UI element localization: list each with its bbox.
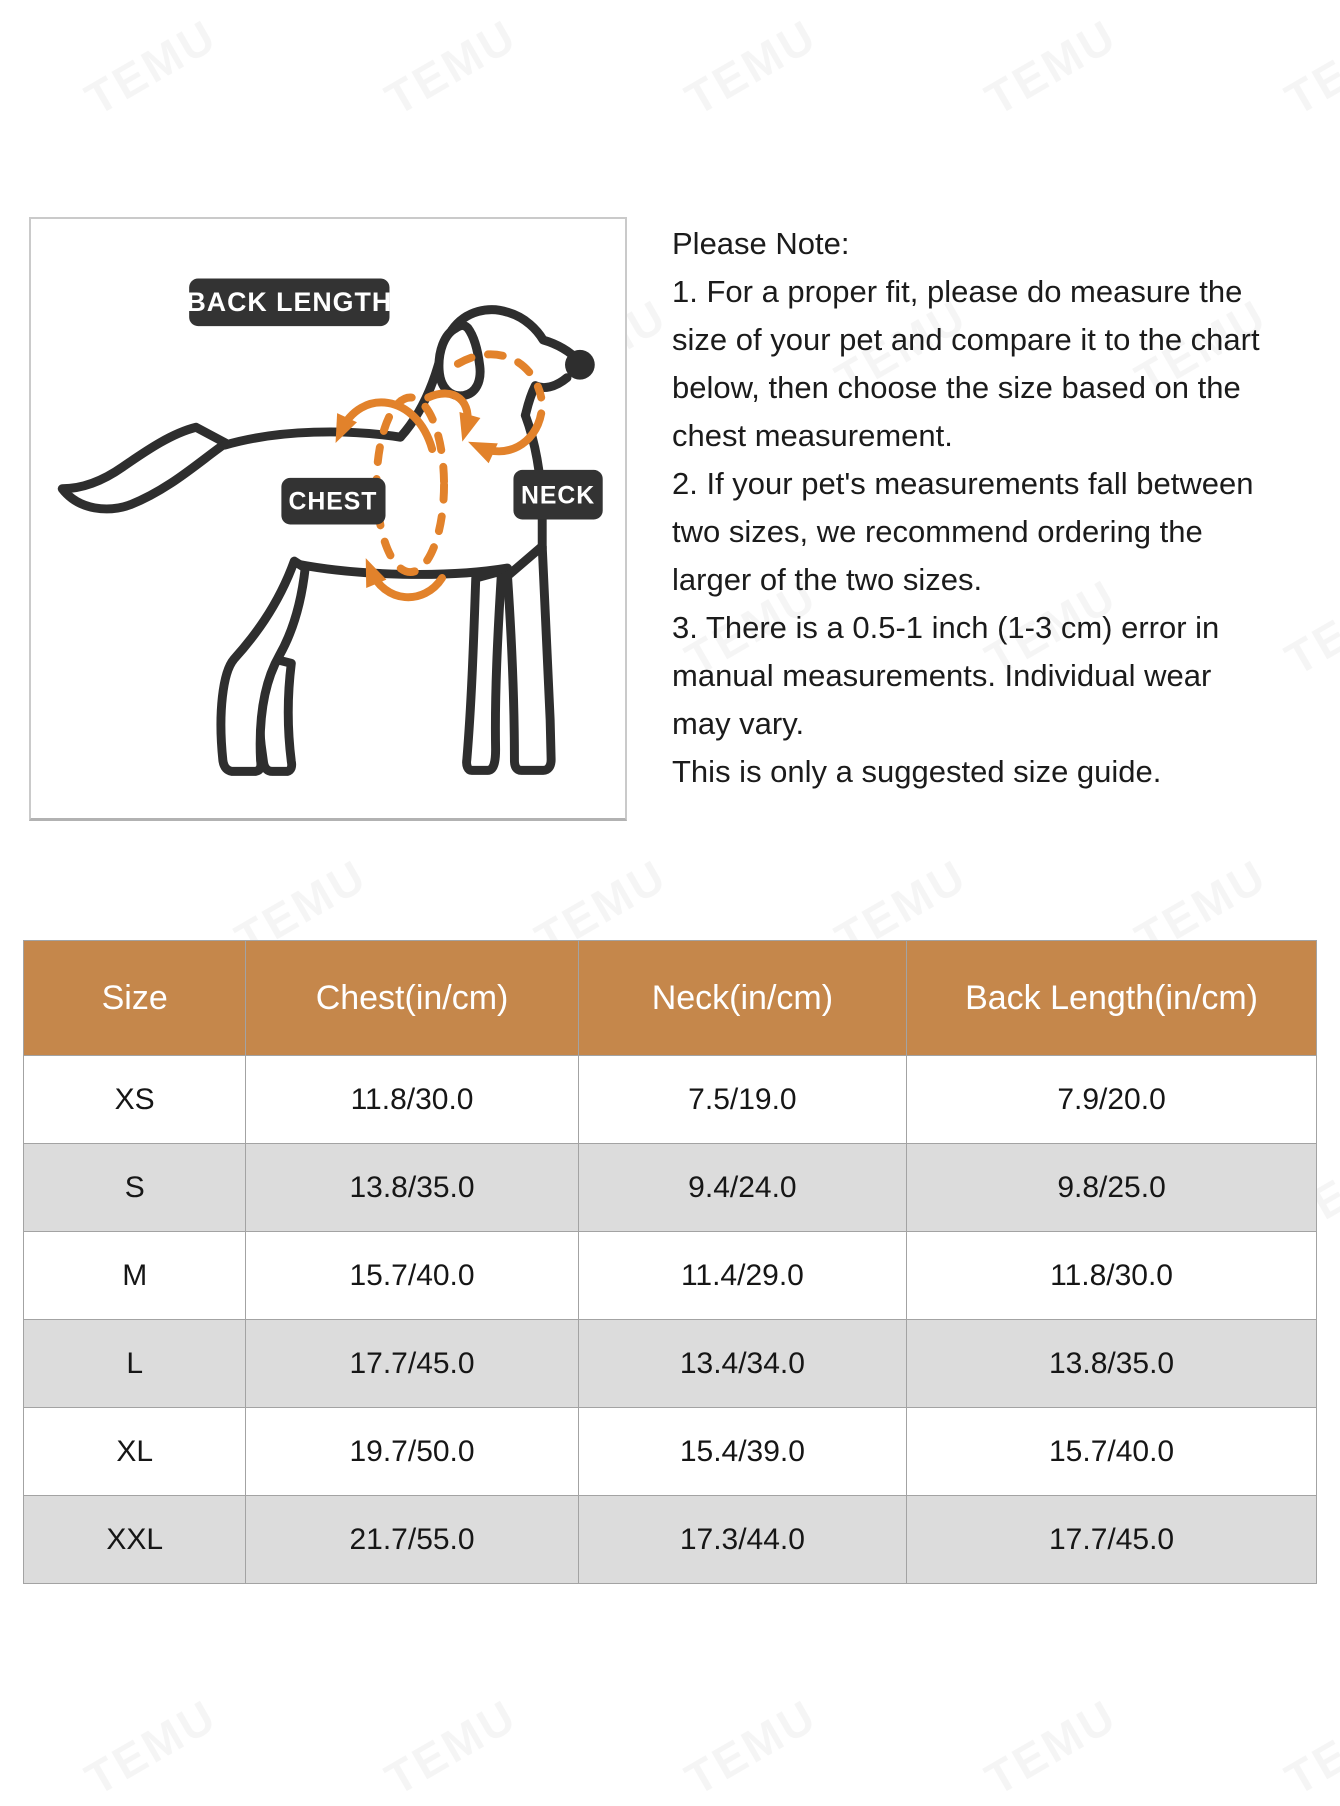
table-header-neck: Neck(in/cm): [578, 941, 906, 1056]
cell-back-length: 11.8/30.0: [907, 1232, 1317, 1320]
watermark-text: [76, 8, 226, 126]
table-row-s: [24, 1144, 1317, 1232]
note-title: Please Note:: [672, 226, 850, 261]
cell-chest: 13.8/35.0: [246, 1144, 578, 1232]
note-line-10: may vary.: [672, 706, 805, 741]
cell-back-length: 15.7/40.0: [907, 1408, 1317, 1496]
note-line-2: size of your pet and compare it to the chart: [672, 322, 1260, 357]
table-header-chest: Chest(in/cm): [246, 941, 578, 1056]
watermark-text: [976, 8, 1126, 126]
watermark-text: [376, 8, 526, 126]
size-table: [23, 940, 1317, 1584]
cell-chest: 21.7/55.0: [246, 1496, 578, 1584]
note-line-9: manual measurements. Individual wear: [672, 658, 1212, 693]
cell-size: XL: [24, 1408, 246, 1496]
back-length-label-text: BACK LENGTH: [186, 287, 393, 318]
cell-chest: 15.7/40.0: [246, 1232, 578, 1320]
table-header-row: [24, 941, 1317, 1056]
cell-size: XS: [24, 1056, 246, 1144]
dog-front-leg: [508, 546, 552, 770]
watermark-text: [1276, 8, 1340, 126]
watermark-text: [376, 1688, 526, 1806]
dog-illustration: [31, 219, 625, 818]
dog-far-front-leg: [467, 571, 502, 770]
dog-nose: [565, 350, 595, 380]
note-line-5: 2. If your pet's measurements fall between: [672, 466, 1254, 501]
table-row-xs: [24, 1056, 1317, 1144]
cell-neck: 11.4/29.0: [578, 1232, 906, 1320]
cell-size: XXL: [24, 1496, 246, 1584]
table-header-size: Size: [24, 941, 246, 1056]
watermark-text: [1276, 1688, 1340, 1806]
cell-neck: 17.3/44.0: [578, 1496, 906, 1584]
cell-size: L: [24, 1320, 246, 1408]
cell-back-length: 17.7/45.0: [907, 1496, 1317, 1584]
table-row-xl: [24, 1408, 1317, 1496]
cell-back-length: 7.9/20.0: [907, 1056, 1317, 1144]
cell-size: S: [24, 1144, 246, 1232]
note-line-6: two sizes, we recommend ordering the: [672, 514, 1203, 549]
back-length-label: [186, 279, 392, 327]
dog-tail: [62, 427, 226, 509]
cell-chest: 17.7/45.0: [246, 1320, 578, 1408]
cell-neck: 13.4/34.0: [578, 1320, 906, 1408]
dog-back: [225, 432, 401, 445]
neck-label: [513, 470, 602, 520]
table-row-m: [24, 1232, 1317, 1320]
cell-size: M: [24, 1232, 246, 1320]
cell-neck: 7.5/19.0: [578, 1056, 906, 1144]
table-header-back-length: Back Length(in/cm): [907, 941, 1317, 1056]
note-line-11: This is only a suggested size guide.: [672, 754, 1162, 789]
watermark-text: [76, 1688, 226, 1806]
cell-back-length: 13.8/35.0: [907, 1320, 1317, 1408]
watermark-text: [676, 8, 826, 126]
watermark-text: [676, 1688, 826, 1806]
watermark-text: [976, 1688, 1126, 1806]
chest-label: [281, 478, 385, 525]
note-line-4: chest measurement.: [672, 418, 953, 453]
cell-back-length: 9.8/25.0: [907, 1144, 1317, 1232]
note-line-1: 1. For a proper fit, please do measure the: [672, 274, 1243, 309]
note-line-7: larger of the two sizes.: [672, 562, 983, 597]
dog-diagram-panel: [29, 217, 627, 821]
note-line-8: 3. There is a 0.5-1 inch (1-3 cm) error in: [672, 610, 1220, 645]
chest-label-text: CHEST: [288, 488, 378, 516]
table-row-xxl: [24, 1496, 1317, 1584]
cell-chest: 19.7/50.0: [246, 1408, 578, 1496]
cell-neck: 9.4/24.0: [578, 1144, 906, 1232]
shoulder-curl-arrow: [428, 394, 467, 430]
dog-muzzle: [525, 378, 567, 416]
cell-neck: 15.4/39.0: [578, 1408, 906, 1496]
table-row-l: [24, 1320, 1317, 1408]
note-line-3: below, then choose the size based on the: [672, 370, 1241, 405]
neck-label-text: NECK: [520, 482, 596, 510]
note-block: [672, 220, 1324, 796]
cell-chest: 11.8/30.0: [246, 1056, 578, 1144]
